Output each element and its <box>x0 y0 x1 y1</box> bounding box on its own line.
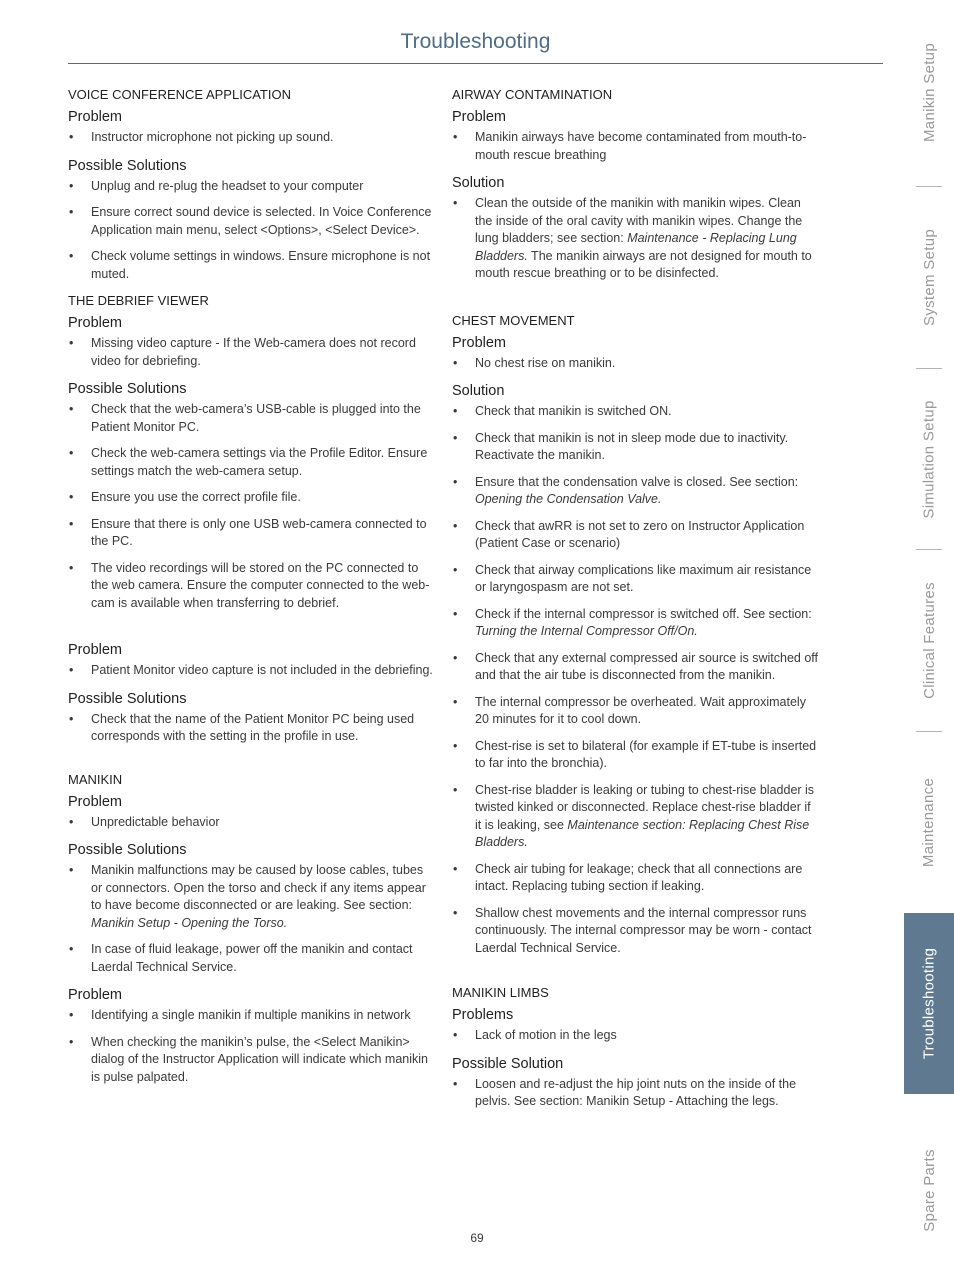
tab-label: System Setup <box>920 228 938 326</box>
solutions-label: Possible Solutions <box>68 690 187 707</box>
list-item: • Manikin airways have become contaminated from mouth-to-mouth rescue breathing <box>452 129 820 164</box>
list-item: • The internal compressor be overheated. Wait approximately 20 minutes for it to cool down. <box>452 694 820 729</box>
list-item: • Check that awRR is not set to zero on Instructor Application (Patient Case or scenario) <box>452 518 820 553</box>
item-text: The manikin airways are not designed for mouth to mouth rescue breathing or to be disinfected. <box>475 248 812 280</box>
page-title: Troubleshooting <box>400 30 551 53</box>
list-item: • Check the web-camera settings via the Profile Editor. Ensure settings match the web-camera setup. <box>68 445 436 480</box>
solution-label: Solution <box>452 383 505 399</box>
list-item: • Unpredictable behavior <box>68 814 436 832</box>
tab-label: Spare Parts <box>920 1148 938 1232</box>
solutions-label: Possible Solutions <box>68 842 187 858</box>
problem-label: Problems <box>452 1007 514 1023</box>
list-item <box>68 862 436 932</box>
tab-label: Simulation Setup <box>920 399 938 519</box>
tab-simulation-setup[interactable] <box>904 369 954 549</box>
tab-spare-parts[interactable] <box>904 1110 954 1270</box>
solution-list <box>68 862 436 976</box>
solutions-label: Possible Solutions <box>68 157 187 174</box>
section-heading: MANIKIN <box>68 771 123 787</box>
list-item: • Check that any external compressed air source is switched off and that the air tube is disconnected from the manikin. <box>452 650 820 685</box>
problem-label: Problem <box>68 315 122 331</box>
tab-label: Manikin Setup <box>920 43 938 142</box>
problem-label: Problem <box>68 109 122 125</box>
list-item: • Check that manikin is not in sleep mode due to inactivity. Reactivate the manikin. <box>452 430 820 465</box>
item-text: Chest-rise bladder is leaking or tubing to chest-rise bladder is twisted kinked or disconnected. Replace chest-rise bladder if it is leaking, see <box>475 782 815 832</box>
right-column <box>452 86 820 1120</box>
item-text: Ensure that the condensation valve is closed. See section: <box>475 474 799 489</box>
problem-list <box>452 1027 820 1045</box>
problem-list <box>452 355 820 373</box>
section-tab-bar <box>904 0 954 1272</box>
tab-troubleshooting[interactable] <box>904 913 954 1094</box>
section-heading: VOICE CONFERENCE APPLICATION <box>68 87 291 102</box>
section-heading: CHEST MOVEMENT <box>452 312 575 328</box>
problem-list <box>68 662 436 680</box>
list-item: • Check air tubing for leakage; check that all connections are intact. Replacing tubing section if leaking. <box>452 861 820 896</box>
list-item: • No chest rise on manikin. <box>452 355 820 373</box>
list-item: • Chest-rise is set to bilateral (for example if ET-tube is inserted to far into the bronchia). <box>452 738 820 773</box>
list-item <box>452 474 820 509</box>
item-text: Clean the outside of the manikin with manikin wipes. Clean the inside of the oral cavity with manikin wipes. Change the lung bladders; see section: <box>475 196 803 245</box>
solutions-label: Possible Solutions <box>68 381 187 397</box>
list-item: • Ensure correct sound device is selected. In Voice Conference Application main menu, select <Options>, <Select Device>. <box>68 204 436 239</box>
list-item: • Check volume settings in windows. Ensure microphone is not muted. <box>68 248 436 283</box>
section-reference: Maintenance - Replacing Lung Bladders. <box>475 231 797 263</box>
tab-label: Maintenance <box>920 777 938 867</box>
solution-list <box>452 195 820 283</box>
section-reference: Manikin Setup - Opening the Torso. <box>91 915 288 930</box>
tab-system-setup[interactable] <box>904 187 954 367</box>
left-column <box>68 86 436 1095</box>
tab-manikin-setup[interactable] <box>904 0 954 185</box>
problem-label: Problem <box>68 987 122 1003</box>
section-heading: THE DEBRIEF VIEWER <box>68 293 209 308</box>
list-item: • Ensure you use the correct profile file. <box>68 489 436 507</box>
problem-label: Problem <box>68 793 122 810</box>
problem-label: Problem <box>452 334 506 351</box>
solution-list <box>68 711 436 746</box>
list-item: • Missing video capture - If the Web-camera does not record video for debriefing. <box>68 335 436 370</box>
tab-label: Clinical Features <box>920 581 938 699</box>
problem-list <box>68 1007 436 1086</box>
problem-list <box>68 335 436 370</box>
problem-list <box>68 814 436 832</box>
list-item: • The video recordings will be stored on the PC connected to the web camera. Ensure the computer connected to the web-cam is available when transferring to debrief. <box>68 560 436 613</box>
list-item <box>452 606 820 641</box>
solution-label: Solution <box>452 175 505 191</box>
item-text: Check if the internal compressor is switched off. See section: <box>475 606 812 621</box>
list-item <box>452 782 820 852</box>
section-reference: Opening the Condensation Valve. <box>475 492 662 506</box>
problem-list <box>452 129 820 164</box>
list-item: • Identifying a single manikin if multiple manikins in network <box>68 1007 436 1025</box>
tab-maintenance[interactable] <box>904 732 954 912</box>
list-item: • Ensure that there is only one USB web-camera connected to the PC. <box>68 516 436 551</box>
item-text: Manikin malfunctions may be caused by loose cables, tubes or connectors. Open the torso and check if any items appear to have become disconnected or are leaking. See section: <box>91 863 426 912</box>
section-heading: MANIKIN LIMBS <box>452 985 549 1000</box>
section-reference: Turning the Internal Compressor Off/On. <box>475 624 698 638</box>
list-item: • Check that the name of the Patient Monitor PC being used corresponds with the setting in the profile in use. <box>68 711 436 746</box>
list-item: • Unplug and re-plug the headset to your computer <box>68 178 436 196</box>
solution-list <box>68 401 436 612</box>
problem-label: Problem <box>68 642 122 658</box>
problem-label: Problem <box>452 109 506 125</box>
list-item: • Check that airway complications like maximum air resistance or laryngospasm are not set. <box>452 562 820 597</box>
solution-list <box>68 178 436 284</box>
solution-list <box>452 403 820 957</box>
list-item: • Shallow chest movements and the internal compressor runs continuously. The internal compressor may be worn - contact Laerdal Technical Service. <box>452 905 820 958</box>
section-reference: Maintenance section: Replacing Chest Rise Bladders. <box>475 817 810 849</box>
solution-list <box>452 1076 820 1111</box>
tab-clinical-features[interactable] <box>904 550 954 730</box>
list-item: • Instructor microphone not picking up sound. <box>68 129 436 147</box>
list-item: • Loosen and re-adjust the hip joint nuts on the inside of the pelvis. See section: Manikin Setup - Attaching the legs. <box>452 1076 820 1111</box>
tab-label: Troubleshooting <box>920 947 938 1060</box>
title-divider <box>68 63 883 64</box>
list-item <box>452 195 820 283</box>
list-item: • Check that manikin is switched ON. <box>452 403 820 421</box>
list-item: • Check that the web-camera’s USB-cable is plugged into the Patient Monitor PC. <box>68 401 436 436</box>
list-item: • Lack of motion in the legs <box>452 1027 820 1045</box>
problem-list <box>68 129 436 147</box>
list-item: • When checking the manikin’s pulse, the <Select Manikin> dialog of the Instructor Application will indicate which manikin is pulse palpated. <box>68 1034 436 1087</box>
list-item: • In case of fluid leakage, power off the manikin and contact Laerdal Technical Service. <box>68 941 436 976</box>
list-item: • Patient Monitor video capture is not included in the debriefing. <box>68 662 436 680</box>
section-heading: AIRWAY CONTAMINATION <box>452 87 613 102</box>
page-number: 69 <box>470 1231 484 1245</box>
solution-label: Possible Solution <box>452 1055 564 1072</box>
